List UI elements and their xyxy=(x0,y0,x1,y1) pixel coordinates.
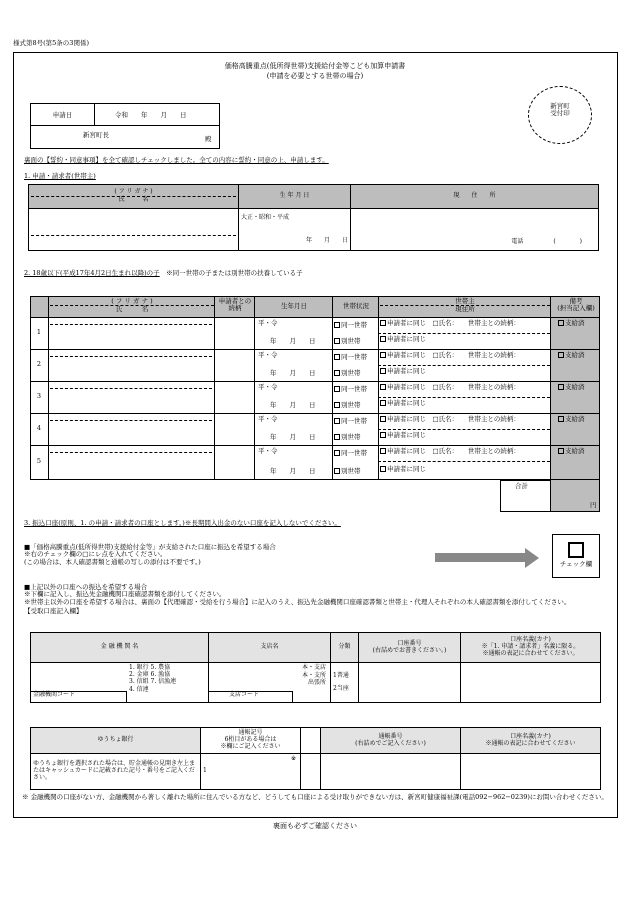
yucho-table xyxy=(30,727,601,790)
section2-heading: 2. 18歳以下(平成17年4月2日生まれ以降)の子 ※同一世帯の子または別世帯の扶養している子 xyxy=(24,269,303,277)
date-label: 申請日 xyxy=(31,104,95,126)
check-box-area[interactable] xyxy=(552,534,600,578)
child-dob-header: 生年月日 xyxy=(281,302,307,310)
applicant-table xyxy=(28,184,599,251)
tsucho-number-field[interactable] xyxy=(321,754,461,790)
form-subtitle: (申請を必要とする世帯の場合) xyxy=(266,72,364,80)
option1-text: ■「価格高騰重点(低所得世帯)支援給付金等」が支給された口座に振込を希望する場合 ※右のチェック欄の□にレ点を入れてください。 (この場合は、本人確認書類と通帳の写しの添付は不要です。) xyxy=(24,543,276,566)
tsucho-mark-field[interactable]: 1 ※ xyxy=(201,754,301,790)
holder-header: 口座名義(カナ) ※「1. 申請・請求者」名義に限る。 ※通帳の表記に合わせてください。 xyxy=(461,633,601,663)
yucho-holder-header: 口座名義(カナ) ※通帳の表記に合わせてください xyxy=(461,728,601,754)
yen-label: 円 xyxy=(590,501,597,509)
account-type-field[interactable]: 1普通 2当座 xyxy=(331,663,359,703)
bank-table xyxy=(30,632,601,703)
total-box[interactable] xyxy=(500,480,551,512)
reception-stamp xyxy=(528,86,592,144)
acct-no-header: 口座番号 (右詰めでお書きください。) xyxy=(359,633,461,663)
child-row[interactable]: 4 平・令 年 月 日 同一世帯 別世帯 申請者に同じ □氏名： 世帯主との続柄： 申請者に同じ 支給済 xyxy=(30,414,600,446)
footer-note: ※ 金融機関の口座がない方、金融機関から著しく離れた場所に住んでいる方など、どうしても口座による受け取りができない方は、新宮町健康福祉課(電話092−962−0239)にお問い合わせください。 xyxy=(22,793,608,801)
confirm-statement: 裏面の【誓約・同意事項】を全て確認しチェックしました。全ての内容に誓約・同意の上、申請します。 xyxy=(24,156,329,164)
applicant-address-field[interactable]: 電話 ( ) xyxy=(351,209,599,251)
child-row[interactable]: 3 平・令 年 月 日 同一世帯 別世帯 申請者に同じ □氏名： 世帯主との続柄： 申請者に同じ 支給済 xyxy=(30,382,600,414)
relation-header: 申請者との続柄 xyxy=(218,297,252,313)
stamp-label: 受付印 xyxy=(550,109,570,118)
slash-cell xyxy=(301,754,321,790)
yucho-holder-field[interactable] xyxy=(461,754,601,790)
arrow-shaft xyxy=(435,553,525,562)
account-number-field[interactable] xyxy=(359,663,461,703)
bank-name-field[interactable]: 1. 銀行 5. 農協 2. 金庫 6. 漁協 3. 信組 7. 信漁連 4. 信連 金融機関コード xyxy=(31,663,209,703)
option2-text: ■上記以外の口座への振込を希望する場合 ※下欄に記入し、振込先金融機関口座確認書類を添付してください。 ※世帯主以外の口座を希望する場合は、裏面の【代理確認・受給を行う場合】に記入のうえ、振込先金融機関口座確認書類と世帯主・代理人それぞれの本人確認書類を添付してください。 【受取口座記入欄】 xyxy=(24,583,571,616)
bank-name-header: 金 融 機 関 名 xyxy=(31,633,209,663)
section3-heading: 3. 振込口座(原則、1. の申請・請求者の口座とします。)※長期間入出金のない口座を記入しないでください。 xyxy=(24,519,341,527)
stamp-label: 新宮町 xyxy=(550,102,570,110)
dob-header: 生 年 月 日 xyxy=(239,185,351,209)
child-row[interactable]: 1 平・令 年 月 日 同一世帯 別世帯 申請者に同じ □氏名： 世帯主との続柄： 申請者に同じ 支給済 xyxy=(30,318,600,350)
total-label: 合計 xyxy=(515,482,528,490)
slash-cell xyxy=(301,728,321,754)
checkbox[interactable] xyxy=(568,542,584,558)
applicant-dob-field[interactable]: 大正・昭和・平成 年 月 日 xyxy=(239,209,351,251)
branch-header: 支店名 xyxy=(209,633,331,663)
child-rows xyxy=(30,318,600,480)
check-label: チェック欄 xyxy=(559,560,593,568)
household-head-header: 世帯主 現住所 xyxy=(380,298,550,314)
child-row[interactable]: 2 平・令 年 月 日 同一世帯 別世帯 申請者に同じ □氏名： 世帯主との続柄： 申請者に同じ 支給済 xyxy=(30,350,600,382)
child-furigana-header: ( フ リ ガ ナ ) 氏 名 xyxy=(50,298,214,314)
yucho-note: ゆうちょ銀行を選択された場合は、貯金通帳の見開き左上またはキャッシュカードに記載された記号・番号をご記入ください。 xyxy=(31,754,201,790)
application-date-box xyxy=(30,103,220,149)
holder-field[interactable] xyxy=(461,663,601,703)
remark-header: 備考 (担当記入欄) xyxy=(557,297,595,313)
mayor-label: 新宮町長 xyxy=(83,131,109,139)
form-number: 様式第8号(第5条の3関係) xyxy=(13,39,89,47)
arrow-right-icon xyxy=(525,548,539,568)
back-side-note: 裏面も必ずご確認ください xyxy=(273,822,357,830)
status-header: 世帯状況 xyxy=(343,302,369,310)
type-header: 分類 xyxy=(331,633,359,663)
furigana-header: ( フ リ ガ ナ ) 氏 名 xyxy=(29,185,239,209)
address-header: 現 住 所 xyxy=(351,185,599,209)
children-table xyxy=(30,296,600,512)
tsucho-no-header: 通帳番号 (右詰めでご記入ください) xyxy=(321,728,461,754)
child-row[interactable]: 5 平・令 年 月 日 同一世帯 別世帯 申請者に同じ □氏名： 世帯主との続柄： 申請者に同じ 支給済 xyxy=(30,446,600,480)
applicant-name-field[interactable] xyxy=(29,209,239,251)
yucho-header: ゆうちょ銀行 xyxy=(31,728,201,754)
tsucho-mark-header: 通帳記号 6桁目がある場合は ※欄にご記入ください xyxy=(201,728,301,754)
honorific: 殿 xyxy=(205,135,212,143)
branch-field[interactable]: 本・支店 本・支所 出張所 支店コード xyxy=(209,663,331,703)
date-field[interactable]: 令和 年 月 日 xyxy=(95,104,219,126)
section1-heading: 1. 申請・請求者(世帯主) xyxy=(24,172,96,180)
form-title: 価格高騰重点(低所得世帯)支援給付金等こども加算申請書 xyxy=(224,62,406,70)
